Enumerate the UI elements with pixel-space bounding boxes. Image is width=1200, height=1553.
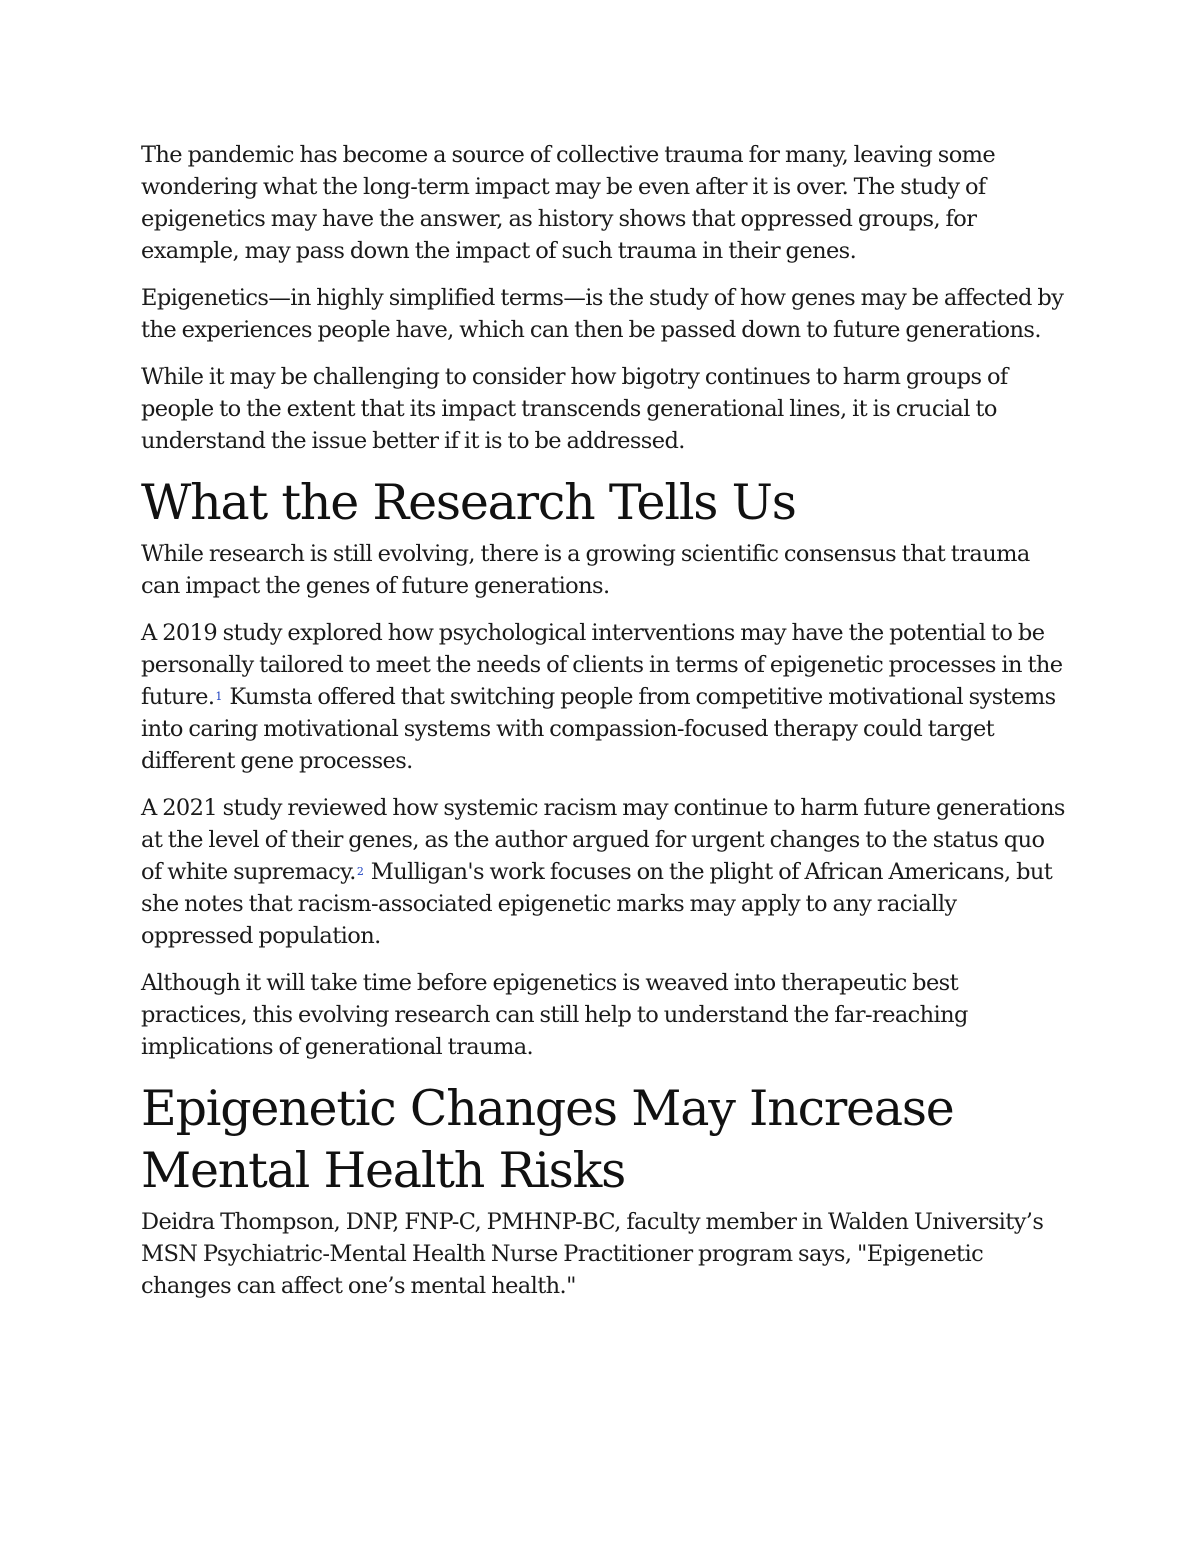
section-heading-mental-health: Epigenetic Changes May Increase Mental Health Risks bbox=[141, 1080, 954, 1199]
citation-link-2[interactable]: 2 bbox=[356, 865, 364, 878]
intro-paragraph-1: The pandemic has become a source of collective trauma for many, leaving some wondering what the long-term impact may be even after it is over. The study of epigenetics may have the answer, as history shows that oppressed groups, for example, may pass down the impact of such trauma in their genes. bbox=[141, 142, 996, 264]
research-paragraph-2-text-b: Kumsta offered that switching people from competitive motivational systems into caring motivational systems with compassion-focused therapy could target different gene processes. bbox=[141, 684, 1056, 774]
research-paragraph-3 bbox=[141, 792, 1066, 952]
research-paragraph-1: While research is still evolving, there is a growing scientific consensus that trauma can impact the genes of future generations. bbox=[141, 541, 1030, 599]
research-paragraph-4: Although it will take time before epigenetics is weaved into therapeutic best practices, this evolving research can still help to understand the far-reaching implications of generational trauma. bbox=[141, 970, 968, 1060]
research-paragraph-3-text-a: A 2021 study reviewed how systemic racism may continue to harm future generations at the level of their genes, as the author argued for urgent changes to the status quo of white supremacy. bbox=[141, 795, 1065, 885]
intro-paragraph-2: Epigenetics—in highly simplified terms—is the study of how genes may be affected by the experiences people have, which can then be passed down to future generations. bbox=[141, 285, 1064, 343]
document-page bbox=[141, 139, 1066, 1317]
research-paragraph-2 bbox=[141, 617, 1066, 777]
citation-link-1[interactable]: 1 bbox=[215, 690, 222, 703]
mental-health-paragraph-1: Deidra Thompson, DNP, FNP-C, PMHNP-BC, faculty member in Walden University’s MSN Psychiatric-Mental Health Nurse Practitioner program says, "Epigenetic changes can affect one’s mental health." bbox=[141, 1209, 1044, 1299]
research-paragraph-3-text-b: Mulligan's work focuses on the plight of African Americans, but she notes that racism-associated epigenetic marks may apply to any racially oppressed population. bbox=[141, 859, 1053, 949]
intro-paragraph-3: While it may be challenging to consider how bigotry continues to harm groups of people to the extent that its impact transcends generational lines, it is crucial to understand the issue better if it is to be addressed. bbox=[141, 364, 1008, 454]
section-heading-research: What the Research Tells Us bbox=[141, 474, 796, 531]
research-paragraph-2-text-a: A 2019 study explored how psychological interventions may have the potential to be personally tailored to meet the needs of clients in terms of epigenetic processes in the future. bbox=[141, 620, 1063, 710]
